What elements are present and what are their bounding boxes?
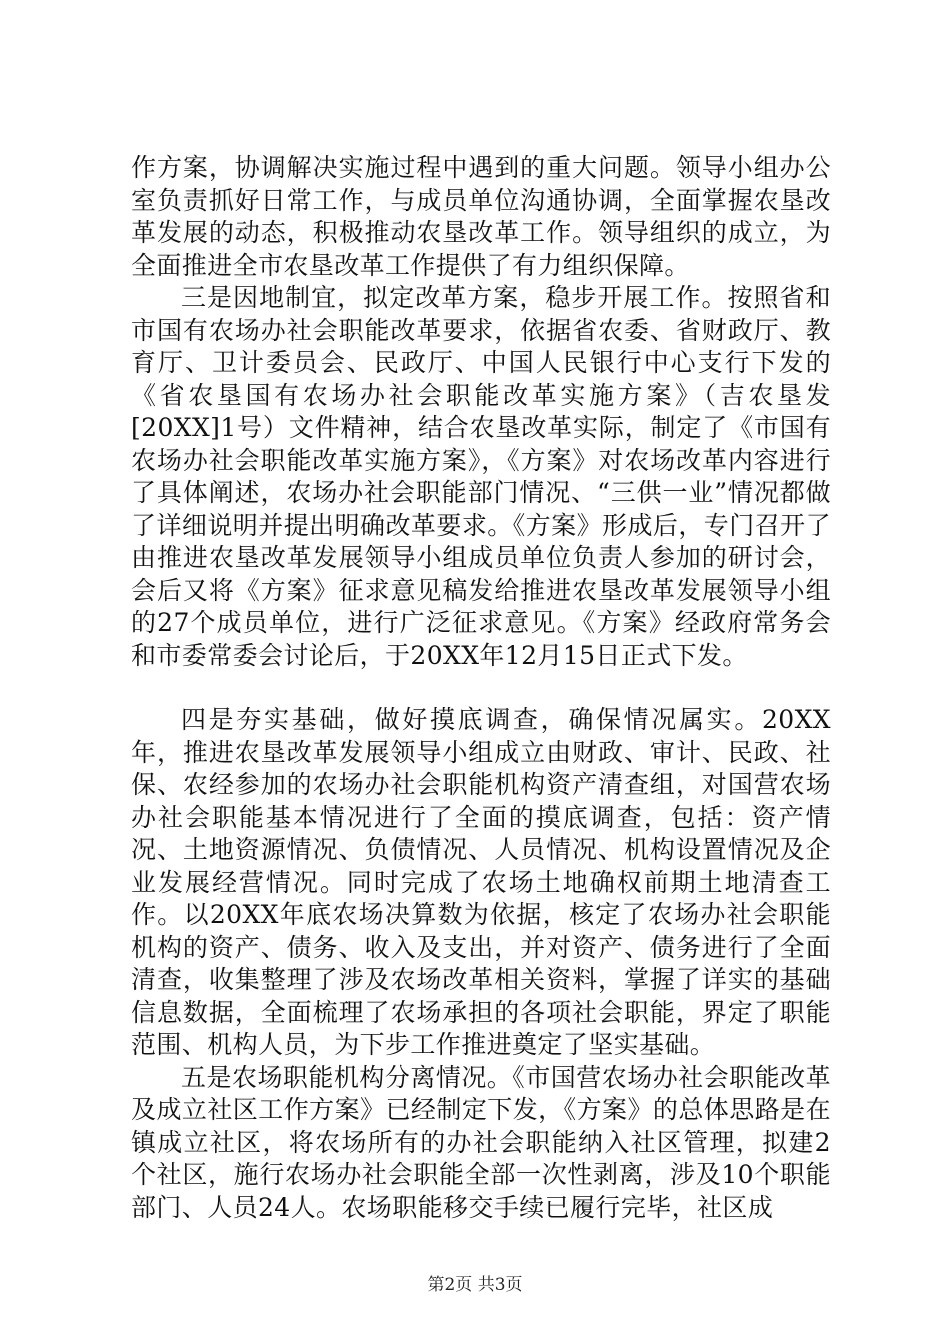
paragraph-item-three: 三是因地制宜，拟定改革方案，稳步开展工作。按照省和市国有农场办社会职能改革要求，依据省农委、省财政厅、教育厅、卫计委员会、民政厅、中国人民银行中心支行下发的《省农垦国有农场办社会职能改革实施方案》（吉农垦发[20XX]1号）文件精神，结合农垦改革实际，制定了《市国有农场办社会职能改革实施方案》，《方案》对农场改革内容进行了具体阐述，农场办社会职能部门情况、“三供一业”情况都做了详细说明并提出明确改革要求。《方案》形成后，专门召开了由推进农垦改革发展领导小组成员单位负责人参加的研讨会，会后又将《方案》征求意见稿发给推进农垦改革发展领导小组的27个成员单位，进行广泛征求意见。《方案》经政府常务会和市委常委会讨论后，于20XX年12月15日正式下发。 (131, 283, 831, 670)
paragraph-continuation: 作方案，协调解决实施过程中遇到的重大问题。领导小组办公室负责抓好日常工作，与成员单位沟通协调，全面掌握农垦改革发展的动态，积极推动农垦改革工作。领导组织的成立，为全面推进全市农垦改革工作提供了有力组织保障。 (131, 153, 831, 280)
paragraph-item-five: 五是农场职能机构分离情况。《市国营农场办社会职能改革及成立社区工作方案》已经制定下发，《方案》的总体思路是在镇成立社区，将农场所有的办社会职能纳入社区管理，拟建2个社区，施行农场办社会职能全部一次性剥离，涉及10个职能部门、人员24人。农场职能移交手续已履行完毕，社区成 (131, 1062, 831, 1222)
document-body (131, 152, 831, 1224)
paragraph-item-four: 四是夯实基础，做好摸底调查，确保情况属实。20XX年，推进农垦改革发展领导小组成立由财政、审计、民政、社保、农经参加的农场办社会职能机构资产清查组，对国营农场办社会职能基本情况进行了全面的摸底调查，包括：资产情况、土地资源情况、负债情况、人员情况、机构设置情况及企业发展经营情况。同时完成了农场土地确权前期土地清查工作。以20XX年底农场决算数为依据，核定了农场办社会职能机构的资产、债务、收入及支出，并对资产、债务进行了全面清查，收集整理了涉及农场改革相关资料，掌握了详实的基础信息数据，全面梳理了农场承担的各项社会职能，界定了职能范围、机构人员，为下步工作推进奠定了坚实基础。 (131, 705, 831, 1059)
page-number-footer: 第2页 共3页 (427, 1275, 523, 1295)
